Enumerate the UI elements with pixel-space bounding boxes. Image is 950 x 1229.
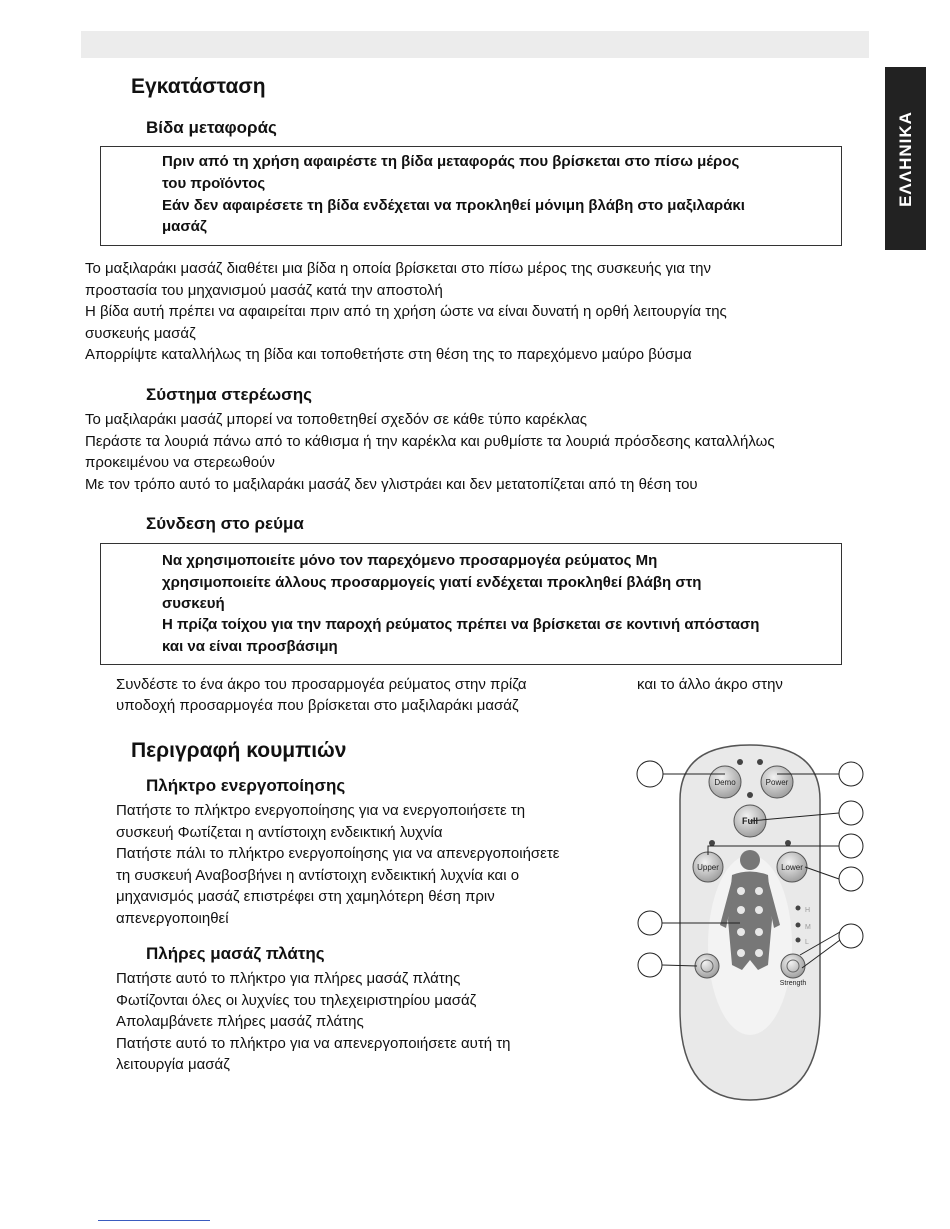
full-button-label: Full: [742, 816, 758, 826]
power-button-label: Power: [765, 778, 789, 787]
text-line: τη συσκευή Αναβοσβήνει η αντίστοιχη ενδεικτική λυχνία και ο: [116, 866, 520, 884]
warning-line: χρησιμοποιείτε άλλους προσαρμογείς γιατί ενδέχεται προκληθεί βλάβη στη: [162, 574, 702, 591]
led-dot: [747, 792, 753, 798]
warning-line: Πριν από τη χρήση αφαιρέστε τη βίδα μεταφοράς που βρίσκεται στο πίσω μέρος: [162, 153, 740, 170]
text-line: Με τον τρόπο αυτό το μαξιλαράκι μασάζ δεν γλιστράει και δεν μετατοπίζεται από τη θέση του: [85, 475, 698, 493]
text-line: λειτουργία μασάζ: [116, 1056, 230, 1073]
text-line: Περάστε τα λουριά πάνω από το κάθισμα ή την καρέκλα και ρυθμίστε τα λουριά πρόσδεσης καταλλήλως: [85, 432, 775, 450]
paragraph-power-key: [116, 800, 559, 929]
lower-button-label: Lower: [781, 863, 803, 872]
paragraph-full-back: [116, 968, 511, 1076]
language-tab-label: ΕΛΛΗΝΙΚΑ: [895, 110, 915, 207]
level-m-label: M: [805, 924, 811, 931]
strength-button: [781, 954, 805, 978]
text-line: Το μαξιλαράκι μασάζ μπορεί να τοποθετηθεί σχεδόν σε κάθε τύπο καρέκλας: [85, 411, 588, 428]
warning-line: συσκευή: [162, 595, 225, 612]
text-line: Συνδέστε το ένα άκρο του προσαρμογέα ρεύματος στην πρίζα: [116, 676, 527, 693]
text-line: προκειμένου να στερεωθούν: [85, 454, 275, 471]
warning-line: Να χρησιμοποιείτε μόνο τον παρεχόμενο προσαρμογέα ρεύματος Μη: [162, 552, 658, 569]
footer-rule: [98, 1220, 210, 1221]
demo-button: [709, 766, 741, 798]
led-dot: [709, 840, 715, 846]
lower-button: [777, 852, 807, 882]
demo-button-label: Demo: [714, 778, 736, 787]
led-dot: [737, 759, 743, 765]
led-dot: [796, 938, 801, 943]
paragraph-fixing-system: [85, 409, 775, 495]
remote-control-illustration: [630, 740, 870, 1110]
led-dot: [785, 840, 791, 846]
strength-label: Strength: [779, 980, 807, 987]
subsection-title-transport-screw: Βίδα μεταφοράς: [146, 118, 277, 137]
text-line: Πατήστε το πλήκτρο ενεργοποίησης για να ενεργοποιήσετε τη: [116, 802, 526, 819]
paragraph-transport-screw: [85, 258, 727, 366]
warning-box-transport-screw: [100, 146, 842, 246]
led-dot: [796, 923, 801, 928]
warning-line: Εάν δεν αφαιρέσετε τη βίδα ενδέχεται να προκληθεί μόνιμη βλάβη στο μαξιλαράκι: [162, 197, 745, 214]
text-line: Απολαμβάνετε πλήρες μασάζ πλάτης: [116, 1013, 364, 1030]
level-l-label: L: [805, 939, 809, 946]
warning-line: του προϊόντος: [162, 175, 266, 192]
text-line: Απορρίψτε καταλλήλως τη βίδα και τοποθετήστε στη θέση της το παρεχόμενο μαύρο βύσμα: [85, 346, 692, 363]
text-line: συσκευή Φωτίζεται η αντίστοιχη ενδεικτική λυχνία: [116, 823, 443, 841]
section-title-installation: Εγκατάσταση: [131, 75, 266, 98]
led-dot: [796, 906, 801, 911]
text-line: απενεργοποιηθεί: [116, 909, 229, 927]
heat-button: [695, 954, 719, 978]
text-line: Πατήστε αυτό το πλήκτρο για να απενεργοποιήσετε αυτή τη: [116, 1034, 511, 1052]
upper-button-label: Upper: [697, 863, 719, 872]
text-line: υποδοχή προσαρμογέα που βρίσκεται στο μαξιλαράκι μασάζ: [116, 697, 519, 714]
subsection-title-power-connection: Σύνδεση στο ρεύμα: [146, 514, 304, 533]
led-dot: [757, 759, 763, 765]
warning-line: μασάζ: [162, 218, 207, 235]
language-tab: [885, 67, 926, 250]
warning-box-power-connection: [100, 543, 842, 665]
text-line: μηχανισμός μασάζ επιστρέφει στη χαμηλότερη θέση πριν: [116, 888, 495, 905]
text-line: Η βίδα αυτή πρέπει να αφαιρείται πριν από τη χρήση ώστε να είναι δυνατή η ορθή λειτουργία της: [85, 303, 727, 320]
text-line: Πατήστε πάλι το πλήκτρο ενεργοποίησης για να απενεργοποιήσετε: [116, 845, 560, 862]
warning-line: Η πρίζα τοίχου για την παροχή ρεύματος πρέπει να βρίσκεται σε κοντινή απόσταση: [162, 616, 760, 633]
text-line: προστασία του μηχανισμού μασάζ κατά την αποστολή: [85, 281, 443, 299]
level-h-label: H: [805, 907, 811, 914]
power-button: [761, 766, 793, 798]
text-line: Φωτίζονται όλες οι λυχνίες του τηλεχειριστηρίου μασάζ: [116, 991, 477, 1009]
subsection-title-fixing-system: Σύστημα στερέωσης: [146, 385, 312, 404]
text-line: και το άλλο άκρο στην: [637, 676, 783, 693]
warning-line: και να είναι προσβάσιμη: [162, 638, 338, 655]
section-title-buttons: Περιγραφή κουμπιών: [131, 739, 347, 762]
text-line: Το μαξιλαράκι μασάζ διαθέτει μια βίδα η οποία βρίσκεται στο πίσω μέρος της συσκευής για την: [85, 260, 711, 277]
header-bar: [81, 31, 869, 58]
subsection-title-power-key: Πλήκτρο ενεργοποίησης: [146, 776, 346, 795]
upper-button: [693, 852, 723, 882]
text-line: Πατήστε αυτό το πλήκτρο για πλήρες μασάζ πλάτης: [116, 970, 461, 987]
subsection-title-full-back: Πλήρες μασάζ πλάτης: [146, 944, 325, 963]
text-line: συσκευής μασάζ: [85, 324, 196, 342]
